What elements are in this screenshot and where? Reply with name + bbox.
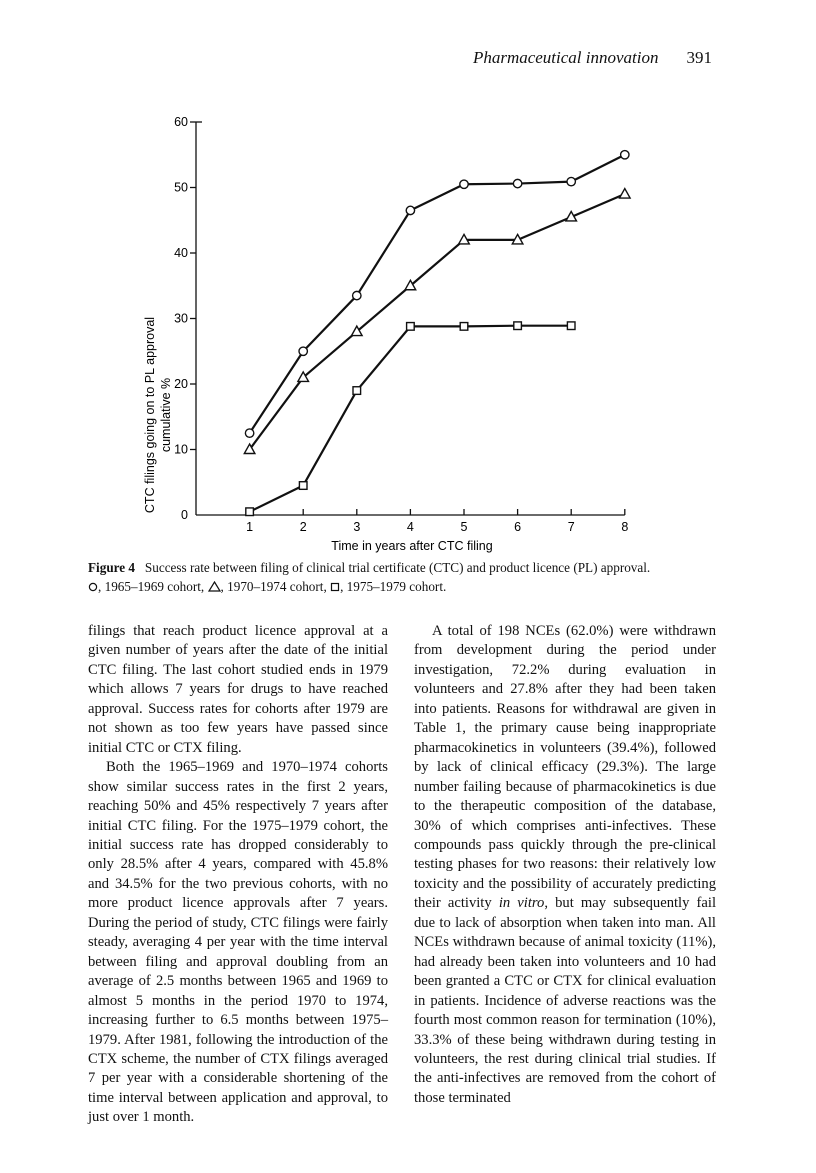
y-tick-label: 40 [174, 246, 188, 260]
figure-caption [88, 558, 708, 596]
data-point-circle [621, 151, 629, 159]
data-point-circle [460, 180, 468, 188]
data-point-square [407, 323, 415, 331]
data-point-square [567, 322, 575, 330]
chart-series [244, 151, 630, 516]
paragraph [414, 622, 716, 1108]
data-point-square [246, 508, 254, 516]
paragraph: filings that reach product licence approval at a given number of years after the date of the initial CTC filing. The last cohort studied ends in 1979 which allows 7 years for drugs to have reached approval. Success rates for cohorts after 1979 are not shown as too few years have passed since initial CTC or CTX filing. [88, 623, 388, 756]
legend-1965-1969: , 1965–1969 cohort, [98, 579, 208, 594]
y-tick-label: 50 [174, 180, 188, 195]
data-point-circle [567, 177, 575, 185]
data-point-circle [513, 179, 521, 187]
x-tick-label: 7 [567, 520, 575, 534]
x-tick-label: 2 [299, 520, 307, 534]
data-point-circle [245, 429, 253, 437]
data-point-square [353, 387, 361, 395]
y-tick-label: 0 [181, 508, 188, 522]
legend-1970-1974: , 1970–1974 cohort, [220, 579, 331, 594]
italic-term: in vitro [498, 895, 545, 912]
data-point-square [514, 322, 522, 330]
page-number: 391 [686, 48, 712, 67]
series-line-circle [250, 155, 625, 433]
y-tick-label: 30 [174, 311, 188, 326]
paragraph: Both the 1965–1969 and 1970–1974 cohorts show similar success rates in the first 2 years, reaching 50% and 45% respectively 7 years after initial CTC filing. For the 1975–1979 cohort, the initial success rate has dropped considerably to only 28.5% after 4 years, compared with 45.8% and 34.5% for the two previous cohorts, with no more product licence approvals after 7 years. During the period of study, CTC filings were fairly steady, averaging 4 per year with the time interval between filing and approval doubling from an average of 2.5 months between 1965 and 1969 to almost 5 months in the period 1970 to 1974, increasing further to 6.5 months between 1975–1979. After 1981, following the introduction of the CTX scheme, the number of CTX filings averaged 7 per year with a considerable shortening of the time interval between application and approval, to just over 1 month. [88, 759, 388, 1126]
running-title: Pharmaceutical innovation [472, 48, 659, 67]
chart-axes [174, 115, 628, 534]
triangle-marker-icon [208, 581, 221, 592]
series-line-square [250, 326, 572, 512]
y-axis-label: CTC filings going on to PL approval [143, 316, 157, 514]
y-tick-label: 20 [174, 377, 188, 391]
y-axis-label-secondary: cumulative % [159, 377, 173, 453]
legend-1975-1979: , 1975–1979 cohort. [340, 579, 447, 594]
y-tick-label: 60 [174, 115, 188, 129]
data-point-circle [299, 347, 307, 355]
square-marker-icon [330, 582, 340, 592]
figure-label: Figure 4 [88, 560, 136, 575]
caption-text: Success rate between filing of clinical trial certificate (CTC) and product licence (PL) approval. [144, 560, 651, 575]
paragraph-text: , but may subsequently fail due to lack of absorption when taken into man. All NCEs withdrawn because of animal toxicity (11%), had already been taken into volunteers and 10 had been granted a CTC or CTX for clinical evaluation in patients. Incidence of adverse reactions was the fourth most common reason for termination (10%), 33.3% of these being withdrawn during testing in volunteers, the rest during clinical trial studies. If the anti-infectives are removed from the cohort of those terminated [414, 895, 717, 1106]
body-column-right [414, 622, 716, 1108]
x-tick-label: 5 [460, 520, 468, 534]
y-tick-label: 10 [174, 442, 188, 457]
paragraph-text: A total of 198 NCEs (62.0%) were withdrawn from development during the period under investigation, 72.2% during evaluation in volunteers and 27.8% after they had been taken into patients. Reasons for withdrawal are given in Table 1, the primary cause being inappropriate pharmacokinetics in volunteers (39.4%), followed by lack of clinical efficacy (29.3%). The large number failing because of pharmacokinetics is due to the therapeutic composition of the database, 30% of which comprises anti-infectives. These compounds pass quickly through the pre-clinical testing phases for two reasons: their relatively low toxicity and the possibility of accurately predicting their activity [414, 623, 716, 912]
x-tick-label: 6 [514, 520, 522, 534]
line-chart [0, 100, 816, 555]
data-point-triangle [620, 189, 631, 199]
circle-marker-icon [88, 582, 98, 592]
body-column-left [88, 622, 388, 1128]
running-head [473, 48, 712, 68]
x-tick-label: 8 [621, 520, 629, 534]
data-point-square [460, 323, 468, 331]
x-tick-label: 3 [353, 520, 361, 534]
data-point-circle [353, 291, 361, 299]
x-axis-label: Time in years after CTC filing [331, 539, 493, 553]
x-tick-label: 1 [246, 520, 254, 534]
data-point-square [299, 482, 307, 490]
data-point-circle [406, 206, 414, 214]
x-tick-label: 4 [406, 520, 414, 534]
